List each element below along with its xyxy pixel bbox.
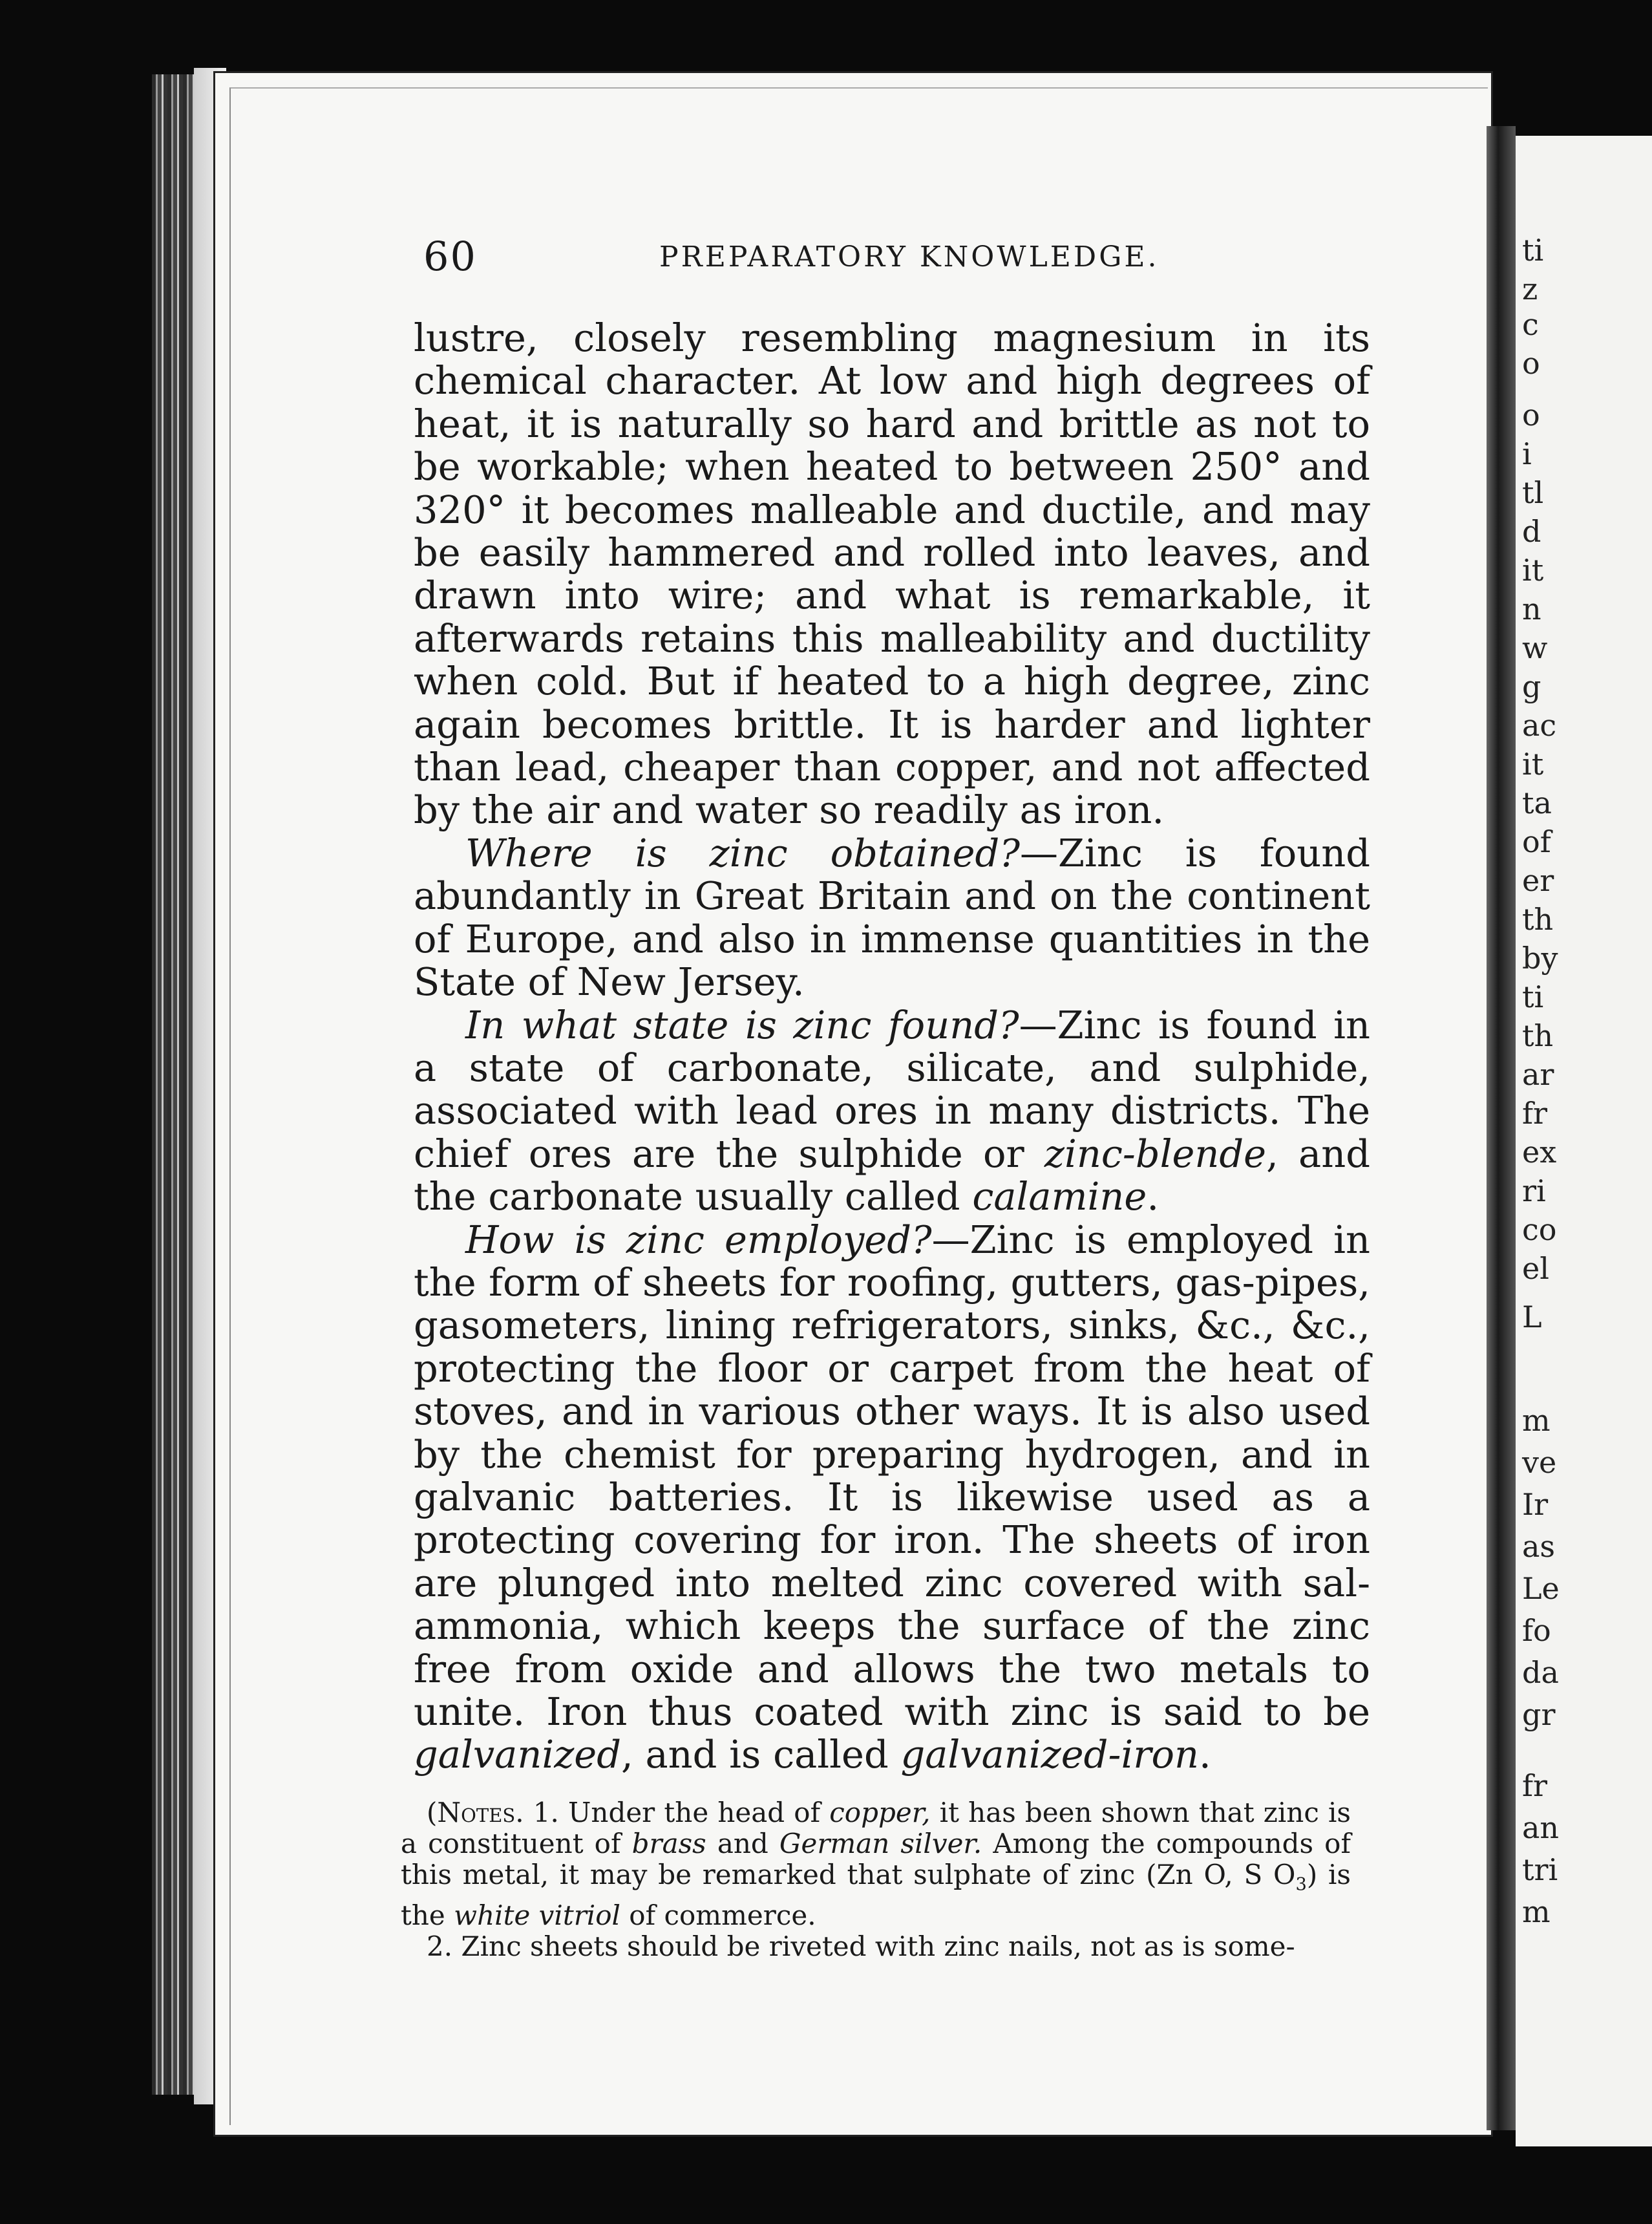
right-page-fragment: er	[1522, 863, 1554, 898]
paragraph-4	[414, 1219, 1370, 1777]
right-page-fragment: by	[1522, 941, 1558, 976]
note-term: copper,	[829, 1797, 931, 1828]
subscript: 3	[1295, 1874, 1307, 1895]
right-page-fragment: fr	[1522, 1768, 1548, 1803]
note-text: Among the compounds of this metal, it may be remarked that sulphate of zinc (Zn O, S O	[401, 1828, 1351, 1890]
note-term: German silver.	[779, 1828, 982, 1859]
note-text: it has been shown that zinc is a constituent of	[401, 1797, 1351, 1859]
right-page-fragment: ri	[1522, 1173, 1546, 1208]
right-page-fragment: c	[1522, 307, 1539, 342]
right-page-fragment: z	[1522, 272, 1538, 306]
right-page-fragment: it	[1522, 553, 1544, 588]
answer-4-text: .	[1198, 1732, 1211, 1777]
right-page-fragment: m	[1522, 1403, 1551, 1438]
body-text	[414, 317, 1370, 1777]
right-page-fragment: da	[1522, 1655, 1559, 1690]
right-page-fragment: o	[1522, 398, 1540, 433]
question-2: Where is zinc obtained?	[465, 830, 1020, 875]
book-gutter	[1487, 126, 1516, 2130]
note-text: 1. Under the head of	[524, 1797, 830, 1828]
right-page-fragment: fo	[1522, 1613, 1551, 1648]
footnotes	[401, 1797, 1351, 1962]
answer-2: —Zinc is found abundantly in Great Britain and on the continent of Europe, and also in immense quantities in the State of New Jersey.	[414, 830, 1370, 1005]
term-calamine: calamine	[972, 1174, 1147, 1219]
answer-3-text: —Zinc is found in a state of carbonate, silicate, and sulphide, associated with lead ores in many districts. The chief ores are the sulphide or	[414, 1002, 1370, 1176]
right-page-fragment: L	[1522, 1299, 1542, 1334]
right-page-fragment: co	[1522, 1212, 1557, 1247]
right-page-fragment: ar	[1522, 1057, 1554, 1092]
answer-3-text: .	[1147, 1174, 1160, 1219]
right-page-fragment: tl	[1522, 475, 1544, 510]
right-page-fragment: ti	[1522, 233, 1544, 268]
paragraph-1: lustre, closely resembling magnesium in its chemical character. At low and high degrees of heat, it is naturally so hard and brittle as not to be workable; when heated to between 250° and 320° it becomes malleable and ductile, and may be easily hammered and rolled into leaves, and drawn into wire; and what is remarkable, it afterwards retains this malleability and ductility when cold. But if heated to a high degree, zinc again becomes brittle. It is harder and lighter than lead, cheaper than copper, and not affected by the air and water so readily as iron.	[414, 315, 1370, 833]
running-head: PREPARATORY KNOWLEDGE.	[659, 241, 1160, 273]
right-page-fragment: it	[1522, 747, 1544, 782]
right-page-fragment: fr	[1522, 1096, 1548, 1131]
paragraph-2	[414, 832, 1370, 1004]
question-3: In what state is zinc found?	[465, 1002, 1019, 1047]
right-page-fragment: th	[1522, 1018, 1554, 1053]
term-galvanized-iron: galvanized-iron	[900, 1732, 1199, 1777]
right-page-fragment: gr	[1522, 1697, 1556, 1732]
note-term: brass	[631, 1828, 706, 1859]
question-4: How is zinc employed?	[465, 1217, 932, 1262]
note-1	[401, 1797, 1351, 1931]
right-page-fragment: w	[1522, 630, 1548, 665]
note-term: white vitriol	[454, 1899, 620, 1932]
right-page-fragment: d	[1522, 514, 1541, 549]
right-page-fragment: tri	[1522, 1852, 1558, 1887]
right-page-fragment: an	[1522, 1810, 1560, 1845]
right-page-fragment: i	[1522, 436, 1532, 471]
term-galvanized: galvanized	[414, 1732, 621, 1777]
right-page-fragment: el	[1522, 1251, 1549, 1286]
right-page-fragment: ve	[1522, 1445, 1557, 1480]
page-header	[423, 233, 1160, 284]
right-page-fragment: n	[1522, 592, 1541, 626]
term-zinc-blende: zinc-blende	[1044, 1131, 1267, 1176]
notes-label: (Notes.	[427, 1797, 524, 1828]
answer-3-text: , and the carbonate usually called	[414, 1131, 1370, 1219]
right-page-fragment: g	[1522, 669, 1541, 704]
right-page-fragment: ac	[1522, 708, 1557, 743]
note-text: and	[706, 1828, 779, 1859]
right-page-fragment: Ir	[1522, 1487, 1549, 1522]
right-page-fragment: ex	[1522, 1135, 1557, 1170]
right-page-fragment: as	[1522, 1529, 1556, 1564]
answer-4-text: , and is called	[620, 1732, 901, 1777]
right-page-fragment: o	[1522, 346, 1540, 381]
paragraph-3	[414, 1004, 1370, 1219]
right-page-fragment: m	[1522, 1894, 1551, 1929]
page-number: 60	[423, 233, 477, 280]
right-page-fragment: th	[1522, 902, 1554, 937]
answer-4-text: —Zinc is employed in the form of sheets for roofing, gutters, gas-pipes, gasometers, lining refrigerators, sinks, &c., &c., protecting the floor or carpet from the heat of stoves, and in various other ways. It is also used by the chemist for preparing hydrogen, and in galvanic batteries. It is likewise used as a protecting covering for iron. The sheets of iron are plunged into melted zinc covered with sal-ammonia, which keeps the surface of the zinc free from oxide and allows the two metals to unite. Iron thus coated with zinc is said to be	[414, 1217, 1370, 1734]
right-page-fragment: ti	[1522, 979, 1544, 1014]
note-text: of commerce.	[620, 1899, 816, 1932]
right-page-fragment: ta	[1522, 786, 1552, 820]
right-page-fragment: Le	[1522, 1571, 1560, 1606]
note-text: ) is the	[401, 1859, 1351, 1932]
note-2: 2. Zinc sheets should be riveted with zinc nails, not as is some-	[427, 1930, 1295, 1963]
book-page-right	[1516, 136, 1652, 2146]
right-page-fragment: of	[1522, 824, 1551, 859]
